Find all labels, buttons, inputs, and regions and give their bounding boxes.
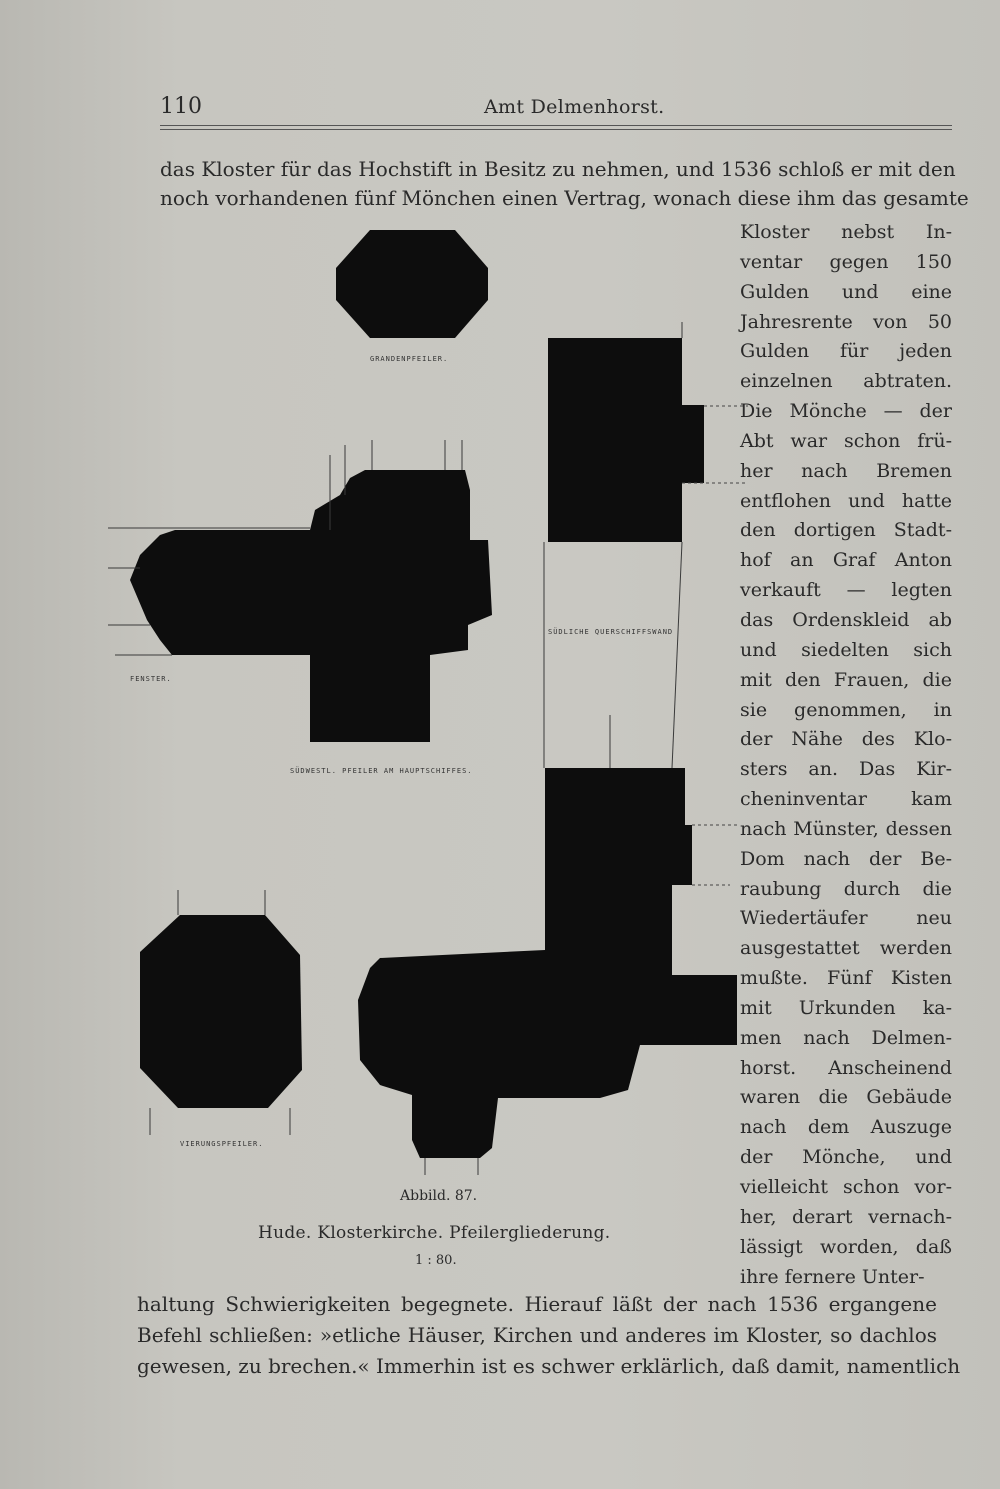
side-line: her nach Bremen xyxy=(740,459,952,482)
figure-caption: Hude. Klosterkirche. Pfeilergliederung. xyxy=(258,1223,611,1243)
side-line: vielleicht schon vor- xyxy=(740,1176,952,1198)
side-line: mußte. Fünf Kisten xyxy=(740,967,952,990)
wall-pier-upper xyxy=(548,338,704,542)
side-line: Dom nach der Be- xyxy=(740,847,952,870)
body-line-bottom-3: gewesen, zu brechen.« Immerhin ist es schwer erklärlich, daß damit, namentlich xyxy=(137,1354,961,1378)
top-hexagonal-pier xyxy=(336,230,488,338)
label-crossing-pier: VIERUNGSPFEILER. xyxy=(180,1140,264,1148)
side-line: entflohen und hatte xyxy=(740,489,952,512)
side-line: raubung durch die xyxy=(740,877,952,900)
body-line-2: noch vorhandenen fünf Mönchen einen Vertrag, wonach diese ihm das gesamte xyxy=(160,186,969,210)
body-line-1: das Kloster für das Hochstift in Besitz zu nehmen, und 1536 schloß er mit den xyxy=(160,157,956,181)
side-line: den dortigen Stadt- xyxy=(740,519,952,542)
side-line: verkauft — legten xyxy=(740,579,952,602)
side-line: ausgestattet werden xyxy=(740,937,952,960)
side-line: nach Münster, dessen xyxy=(740,817,952,840)
side-line: horst. Anscheinend xyxy=(740,1056,952,1079)
side-line: her, derart vernach- xyxy=(740,1205,952,1228)
side-line: einzelnen abtraten. xyxy=(740,370,952,393)
side-line: Gulden für jeden xyxy=(740,340,952,363)
side-line: lässigt worden, daß xyxy=(740,1235,952,1258)
side-line: men nach Delmen- xyxy=(740,1026,952,1049)
side-line: Wiedertäufer neu xyxy=(740,907,952,930)
southwest-pier xyxy=(130,470,492,742)
side-line: der Mönche, und xyxy=(740,1146,952,1169)
label-top-pier: GRANDENPFEILER. xyxy=(370,355,449,363)
side-line: Jahresrente von 50 xyxy=(740,310,952,333)
side-line: mit den Frauen, die xyxy=(740,668,952,691)
side-line: Gulden und eine xyxy=(740,280,952,303)
side-line: sters an. Das Kir- xyxy=(740,758,952,781)
side-line: cheninventar kam xyxy=(740,788,952,811)
side-line: mit Urkunden ka- xyxy=(740,996,952,1019)
side-line: waren die Gebäude xyxy=(740,1086,952,1109)
side-line: ihre fernere Unter- xyxy=(740,1265,925,1288)
side-line: und siedelten sich xyxy=(740,638,952,661)
figure-scale: 1 : 80. xyxy=(415,1253,457,1268)
figure-number: Abbild. 87. xyxy=(400,1188,478,1204)
side-line: ventar gegen 150 xyxy=(740,250,952,273)
label-window: FENSTER. xyxy=(130,675,172,683)
side-line: Die Mönche — der xyxy=(740,400,952,423)
body-line-bottom-1: haltung Schwierigkeiten begegnete. Hierauf läßt der nach 1536 ergangene xyxy=(137,1292,937,1316)
label-transept-wall: SÜDLICHE QUERSCHIFFSWAND xyxy=(548,628,674,636)
body-line-bottom-2: Befehl schließen: »etliche Häuser, Kirchen und anderes im Kloster, so dachlos xyxy=(137,1323,937,1347)
crossing-pier xyxy=(140,915,302,1108)
side-line: Kloster nebst In- xyxy=(740,221,952,243)
side-line: sie genommen, in xyxy=(740,698,952,721)
side-line: das Ordenskleid ab xyxy=(740,608,952,631)
side-line: hof an Graf Anton xyxy=(740,549,952,572)
side-line: nach dem Auszuge xyxy=(740,1116,952,1139)
side-line: der Nähe des Klo- xyxy=(740,728,952,751)
label-southwest-pier: SÜDWESTL. PFEILER AM HAUPTSCHIFFES. xyxy=(290,767,473,775)
side-line: Abt war schon frü- xyxy=(740,429,952,452)
running-title: Amt Delmenhorst. xyxy=(484,96,665,118)
page-number: 110 xyxy=(160,94,202,119)
wall-pier-lower xyxy=(358,768,737,1158)
side-text-column xyxy=(740,218,952,1292)
